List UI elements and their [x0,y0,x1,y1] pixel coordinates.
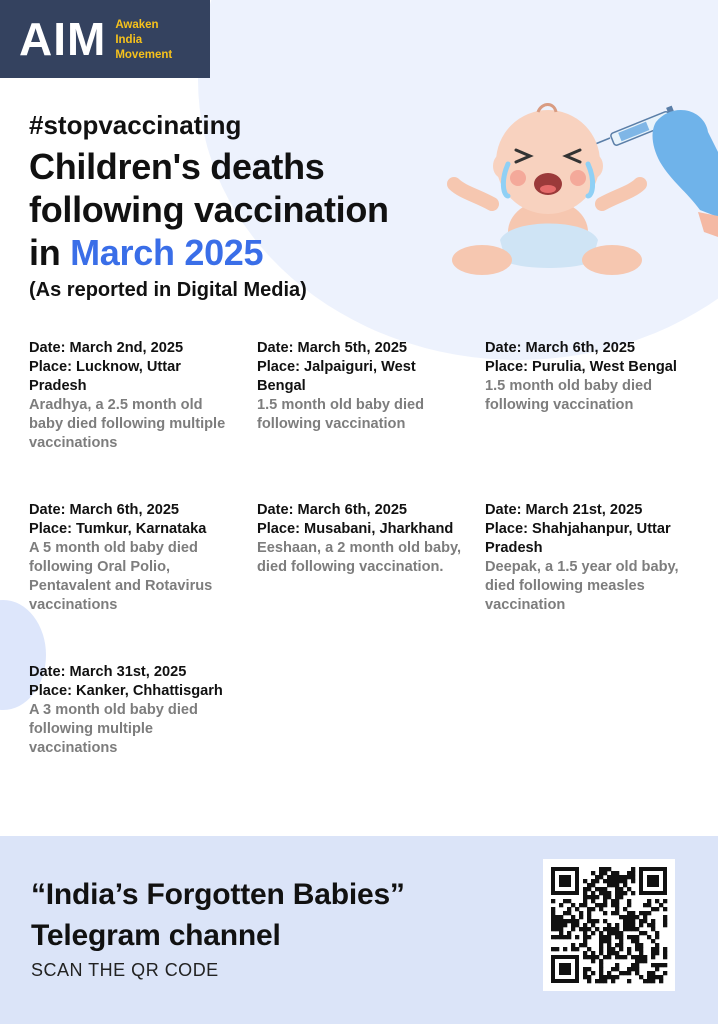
entry-date: Date: March 2nd, 2025 [29,340,184,356]
title-line-1: Children's deaths [29,146,325,187]
qr-code-icon[interactable] [543,859,675,991]
footer-title [31,874,405,956]
entry-place: Place: Jalpaiguri, West Bengal [257,359,416,394]
entry-place: Place: Tumkur, Karnataka [29,521,207,537]
entry-date: Date: March 6th, 2025 [257,502,408,518]
entry-place: Place: Lucknow, Uttar Pradesh [29,359,181,394]
entry-card [485,501,690,615]
title-line-3 [29,231,469,274]
entry-place: Place: Shahjahanpur, Uttar Pradesh [485,521,671,556]
entry-card [29,663,234,758]
entry-place: Place: Musabani, Jharkhand [257,521,454,537]
aim-logo [0,0,210,78]
entry-description: A 5 month old baby died following Oral Polio, Pentavalent and Rotavirus vaccinations [29,540,213,613]
entry-date: Date: March 6th, 2025 [485,340,636,356]
logo-abbr: AIM [19,13,107,65]
entry-card [257,339,462,434]
subtitle: (As reported in Digital Media) [29,279,307,301]
entry-place: Place: Purulia, West Bengal [485,359,677,375]
entry-card [485,339,690,415]
entry-date: Date: March 6th, 2025 [29,502,180,518]
entry-date: Date: March 5th, 2025 [257,340,408,356]
entry-date: Date: March 21st, 2025 [485,502,643,518]
qr-code-graphic [543,859,675,991]
baby-vaccine-illustration [442,92,718,282]
entry-description: 1.5 month old baby died following vaccination [485,378,653,413]
scan-label: SCAN THE QR CODE [31,960,219,980]
entry-card [29,501,234,615]
footer-title-line-2: Telegram channel [31,919,281,952]
logo-tag-line3: Movement [115,48,173,61]
entry-description: Deepak, a 1.5 year old baby, died following measles vaccination [485,559,679,613]
entry-description: A 3 month old baby died following multiple vaccinations [29,702,198,756]
entry-card [257,501,462,577]
title-highlight: March 2025 [70,232,264,273]
title-line-2: following vaccination [29,189,389,230]
entry-date: Date: March 31st, 2025 [29,664,187,680]
hashtag: #stopvaccinating [29,110,242,140]
entry-description: Aradhya, a 2.5 month old baby died following multiple vaccinations [29,397,226,451]
gloved-hand-icon [653,110,718,237]
logo-tagline [115,18,172,63]
footer-banner [0,836,718,1024]
logo-tag-line2: India [115,33,143,46]
entry-place: Place: Kanker, Chhattisgarh [29,683,223,699]
entry-description: 1.5 month old baby died following vaccination [257,397,425,432]
logo-tag-line1: Awaken [115,18,159,31]
title-prefix: in [29,232,71,273]
footer-title-line-1: “India’s Forgotten Babies” [31,878,405,911]
page-title [29,145,469,274]
entry-card [29,339,234,453]
entry-description: Eeshaan, a 2 month old baby, died following vaccination. [257,540,462,575]
baby-icon [452,105,642,276]
